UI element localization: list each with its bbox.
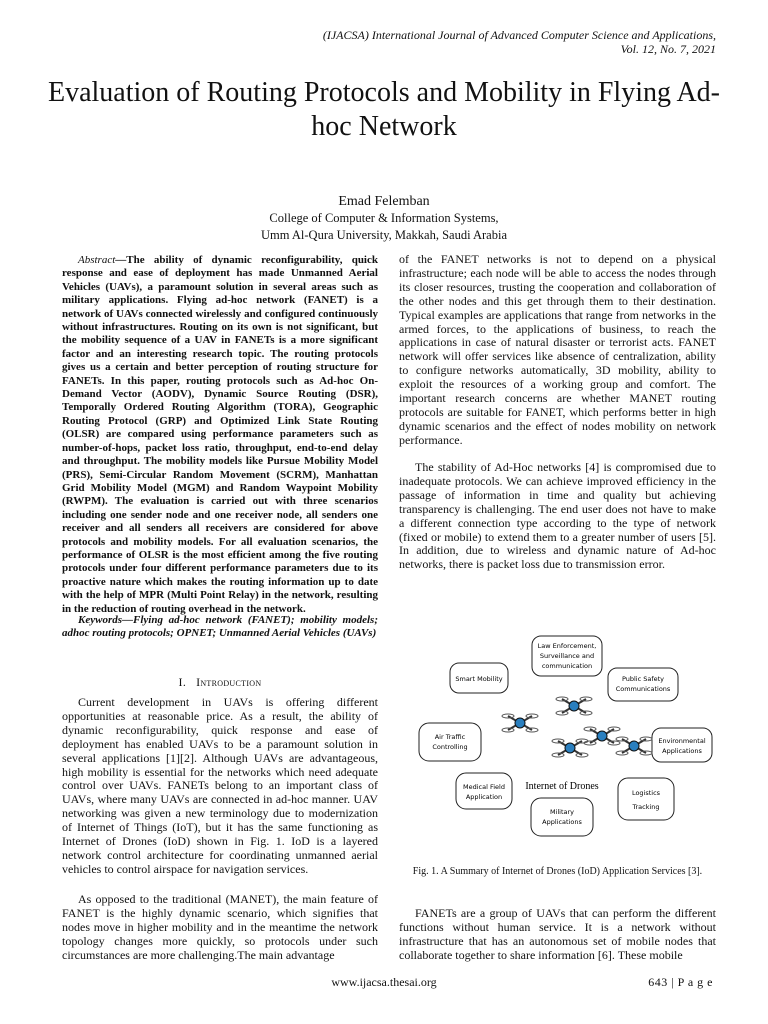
affiliation-line-2: Umm Al-Qura University, Makkah, Saudi Arabia	[260, 228, 508, 242]
box-smart-mobility	[450, 663, 508, 693]
keywords: Keywords—Flying ad-hoc network (FANET); mobility models; adhoc routing protocols; OPNET; Unmanned Aerial Vehicles (UAVs)	[62, 614, 378, 639]
drone-icon	[584, 727, 620, 745]
section-title: Introduction	[196, 675, 262, 689]
box-logistics-line-2: Tracking	[632, 803, 660, 811]
box-logistics	[618, 778, 674, 820]
paper-title: Evaluation of Routing Protocols and Mobility in Flying Ad-hoc Network	[48, 77, 720, 142]
drone-icon	[552, 739, 588, 757]
iod-diagram	[412, 628, 714, 858]
footer-page-number: 643 | P a g e	[648, 975, 713, 989]
right-paragraph-2: The stability of Ad-Hoc networks [4] is compromised due to inadequate protocols. We can achieve improved efficiency in the passage of information in time and quality but achieving transparency is challenging. The end user does not have to make a different connection type according to the type of network (fixed or mobile) to extend them to a greater number of users [5]. In addition, due to wireless and dynamic nature of Ad-hoc networks, there is packet loss due to transmission error.	[399, 460, 716, 572]
box-military-line-1: Military	[549, 808, 575, 816]
box-air-line-2: Controlling	[432, 743, 468, 751]
box-logistics-line-1: Logistics	[631, 789, 661, 797]
drone-icon	[616, 737, 652, 755]
abstract-text: —The ability of dynamic reconfigurability, quick response and ease of deployment has made Unmanned Aerial Vehicles (UAVs), a paramount solution in several areas such as military applications. Flying ad-hoc network (FANET) is a network of UAVs connected wirelessly and configured continuously without infrastructures. Routing on its own is not significant, but the mobility sequence of a UAV in FANETs is a more significant factor and an interesting research topic. The routing protocols gives us a certain and better perception of routing structure for FANETs. In this paper, routing protocols such as Ad-hoc On-Demand Vector (AODV), Dynamic Source Routing (DSR), Temporally Ordered Routing Algorithm (TORA), Geographic Routing Protocol (GRP) and Optimized Link State Routing (OLSR) are compared using performance parameters such as number-of-hops, packet loss ratio, throughput, end-to-end delay and throughput. The mobility models like Pursue Mobility Model (PRS), Semi-Circular Random Movement (SCRM), Manhattan Grid Mobility Model (MGM) and Random Waypoint Mobility (RWPM). The evaluation is carried out with three scenarios including one sender node and one receiver node, all senders one receiver and all senders all receivers are considered for above protocols and mobility models. For all evaluation scenarios, the performance of OLSR is the most efficient among the five routing protocols under four different performance parameters due to its proactive nature which makes the routing information up to date with the help of MPR (Multi Point Relay) in the network, resulting in the reduction of routing overhead in the network.	[62, 254, 378, 615]
journal-volume: Vol. 12, No. 7, 2021	[620, 42, 716, 56]
box-public-safety	[608, 668, 678, 701]
abstract	[62, 254, 378, 616]
box-public-line-1: Public Safety	[621, 675, 665, 683]
right-paragraph-3: FANETs are a group of UAVs that can perform the different functions without human service. It is a network without infrastructure that has an autonomous set of mobile nodes that collaborate together to share information [6]. These mobile	[399, 906, 716, 962]
box-smart-line-1: Smart Mobility	[455, 675, 503, 683]
box-law-line-3: communication	[541, 662, 593, 670]
box-air-line-1: Air Traffic	[434, 733, 466, 741]
box-environmental	[652, 728, 712, 762]
figure-caption: Fig. 1. A Summary of Internet of Drones (IoD) Application Services [3].	[412, 866, 703, 877]
journal-header	[323, 28, 716, 56]
abstract-label: Abstract	[78, 254, 116, 266]
author-name: Emad Felemban	[338, 194, 430, 209]
drone-icon	[502, 714, 538, 732]
right-paragraph-1: of the FANET networks is not to depend on a physical infrastructure; each node will be able to access the nodes through its closer resources, trusting the cooperation and collaboration of the other nodes and this get through them to their destination. Typical examples are applications that range from networks in the armed forces, to the applications of business, to reach the applications in case of natural disaster or terrorist acts. FANET network will offer services like absence of centralization, ability to configure networks automatically, 3D mobility, ability to exploit the resources of a working group and comfort. The important research concerns are whether MANET routing protocols are suitable for FANET, which performs better in high dynamic scenarios and the effect of nodes mobility on network performance.	[399, 252, 716, 447]
box-law-line-2: Surveillance and	[539, 652, 595, 660]
section-heading-introduction	[62, 675, 378, 690]
intro-paragraph-2: As opposed to the traditional (MANET), the main feature of FANET is the highly dynamic scenario, which signifies that nodes move in higher mobility and in the meantime the network topology changes more quickly, so protocols under such circumstances are more challenging.The main advantage	[62, 892, 378, 962]
diagram-center-label: Internet of Drones	[525, 781, 599, 792]
box-air-traffic	[419, 723, 481, 761]
journal-name: (IJACSA) International Journal of Advanced Computer Science and Applications,	[322, 28, 716, 42]
box-law-line-1: Law Enforcement,	[537, 642, 597, 650]
figure-1	[412, 628, 714, 858]
box-military-line-2: Applications	[542, 818, 582, 826]
box-env-line-2: Applications	[662, 747, 702, 755]
box-public-line-2: Communications	[615, 685, 671, 693]
author-affiliation	[0, 210, 768, 244]
box-law-enforcement	[532, 636, 602, 676]
box-medical-line-1: Medical Field	[463, 783, 505, 791]
affiliation-line-1: College of Computer & Information Systems,	[269, 211, 499, 225]
box-env-line-1: Environmental	[658, 737, 706, 745]
section-number: I.	[178, 675, 187, 689]
box-medical	[456, 773, 512, 809]
box-military	[531, 798, 593, 836]
intro-paragraph-1: Current development in UAVs is offering different opportunities at reasonable price. As a result, the ability of dynamic reconfigurability, quick response and ease of deployment has enabled UAVs to be a paramount solution in several applications [1][2]. Although UAVs are advantageous, high mobility is essential for the networks which need adequate control over UAVs. FANETs belong to an important class of UAVs, where many UAVs are connected in ad-hoc manner. UAV networking was given a new terminology due to modernization of Internet of Things (IoT), but it has the same functioning as Internet of Drones (IoD) shown in Fig. 1. IoD is a layered network control architecture for coordinating unmanned aerial vehicles to control airspace for navigation services.	[62, 695, 378, 876]
box-medical-line-2: Application	[465, 793, 503, 801]
footer-url: www.ijacsa.thesai.org	[331, 975, 437, 989]
drone-icon	[556, 697, 592, 715]
